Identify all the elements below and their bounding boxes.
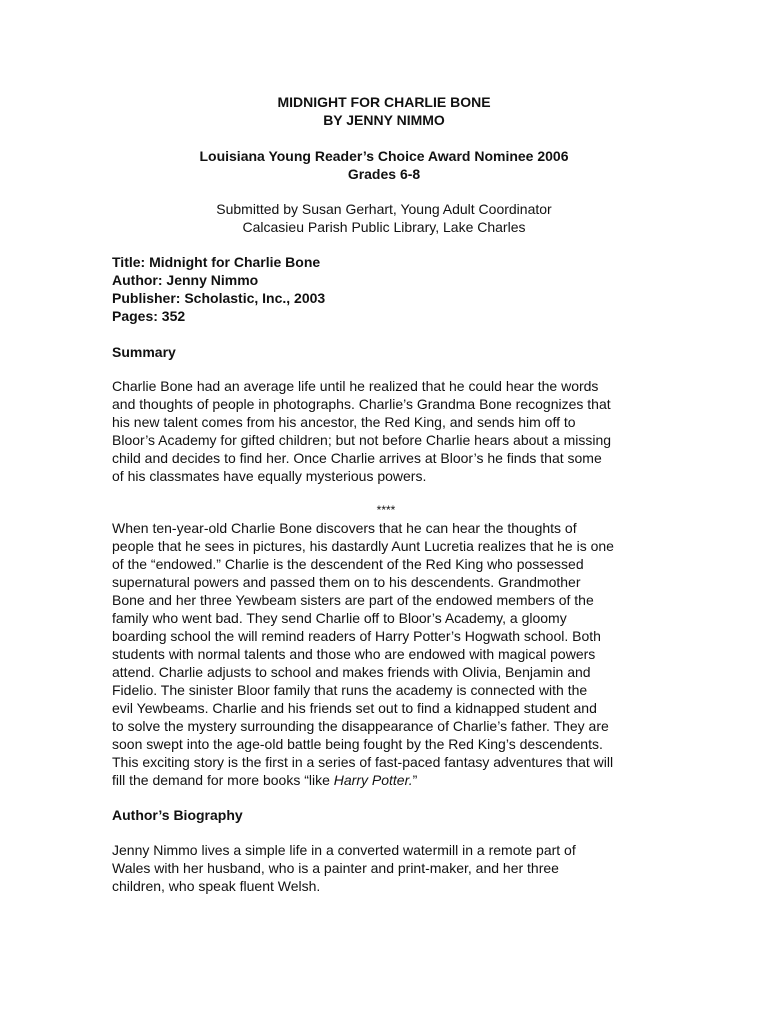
summary-heading-block: [112, 343, 660, 361]
biography-heading: Author’s Biography: [112, 807, 243, 823]
last-line-start: fill the demand for more books “like: [112, 772, 334, 788]
section-separator: ****: [376, 503, 396, 517]
summary-line: to solve the mystery surrounding the disappearance of Charlie’s father. They are: [112, 718, 609, 734]
summary-line: of his classmates have equally mysterious powers.: [112, 468, 427, 484]
book-info: [112, 253, 660, 325]
last-line-end: ”: [412, 772, 418, 788]
summary-line: This exciting story is the first in a series of fast-paced fantasy adventures that will: [112, 754, 614, 770]
book-author-line: Author: Jenny Nimmo: [112, 272, 259, 288]
summary-line: Fidelio. The sinister Bloor family that runs the academy is connected with the: [112, 682, 588, 698]
summary-line: child and decides to find her. Once Charlie arrives at Bloor’s he finds that some: [112, 450, 602, 466]
summary-line: students with normal talents and those who are endowed with magical powers: [112, 646, 596, 662]
summary-line: his new talent comes from his ancestor, the Red King, and sends him off to: [112, 414, 576, 430]
summary-line: people that he sees in pictures, his dastardly Aunt Lucretia realizes that he is one: [112, 538, 614, 554]
summary-line: supernatural powers and passed them on to his descendents. Grandmother: [112, 574, 581, 590]
award-block: [0, 147, 768, 183]
biography-line: children, who speak fluent Welsh.: [112, 878, 321, 894]
biography-line: Jenny Nimmo lives a simple life in a converted watermill in a remote part of: [112, 842, 576, 858]
summary-heading: Summary: [112, 344, 176, 360]
summary-last-line: [112, 771, 660, 789]
submitter-block: [0, 200, 768, 236]
summary-line: evil Yewbeams. Charlie and his friends set out to find a kidnapped student and: [112, 700, 597, 716]
award-line: Louisiana Young Reader’s Choice Award Nominee 2006: [199, 148, 569, 164]
submitted-by-line: Submitted by Susan Gerhart, Young Adult Coordinator: [216, 201, 552, 217]
biography-heading-block: [112, 806, 660, 824]
book-pages-line: Pages: 352: [112, 308, 186, 324]
summary-line: Bone and her three Yewbeam sisters are part of the endowed members of the: [112, 592, 594, 608]
biography-line: Wales with her husband, who is a painter and print-maker, and her three: [112, 860, 559, 876]
grades-line: Grades 6-8: [347, 166, 421, 182]
summary-line: soon swept into the age-old battle being fought by the Red King’s descendents.: [112, 736, 603, 752]
summary-paragraph-2: [112, 519, 660, 789]
summary-line: family who went bad. They send Charlie off to Bloor’s Academy, a gloomy: [112, 610, 567, 626]
title-block: [0, 93, 768, 129]
summary-line: Bloor’s Academy for gifted children; but not before Charlie hears about a missing: [112, 432, 612, 448]
summary-line: attend. Charlie adjusts to school and makes friends with Olivia, Benjamin and: [112, 664, 591, 680]
book-title-line: Title: Midnight for Charlie Bone: [112, 254, 321, 270]
summary-line: and thoughts of people in photographs. Charlie’s Grandma Bone recognizes that: [112, 396, 611, 412]
book-publisher-line: Publisher: Scholastic, Inc., 2003: [112, 290, 326, 306]
summary-line: of the “endowed.” Charlie is the descendent of the Red King who possessed: [112, 556, 584, 572]
document-title: MIDNIGHT FOR CHARLIE BONE: [277, 94, 491, 110]
library-line: Calcasieu Parish Public Library, Lake Charles: [242, 219, 526, 235]
summary-paragraph-1: [112, 377, 660, 485]
biography-paragraph: [112, 841, 660, 895]
summary-line: Charlie Bone had an average life until he realized that he could hear the words: [112, 378, 599, 394]
document-byline: BY JENNY NIMMO: [323, 112, 445, 128]
book-title-italic: Harry Potter.: [333, 772, 413, 788]
summary-line: When ten-year-old Charlie Bone discovers that he can hear the thoughts of: [112, 520, 577, 536]
summary-line: boarding school the will remind readers of Harry Potter’s Hogwath school. Both: [112, 628, 601, 644]
